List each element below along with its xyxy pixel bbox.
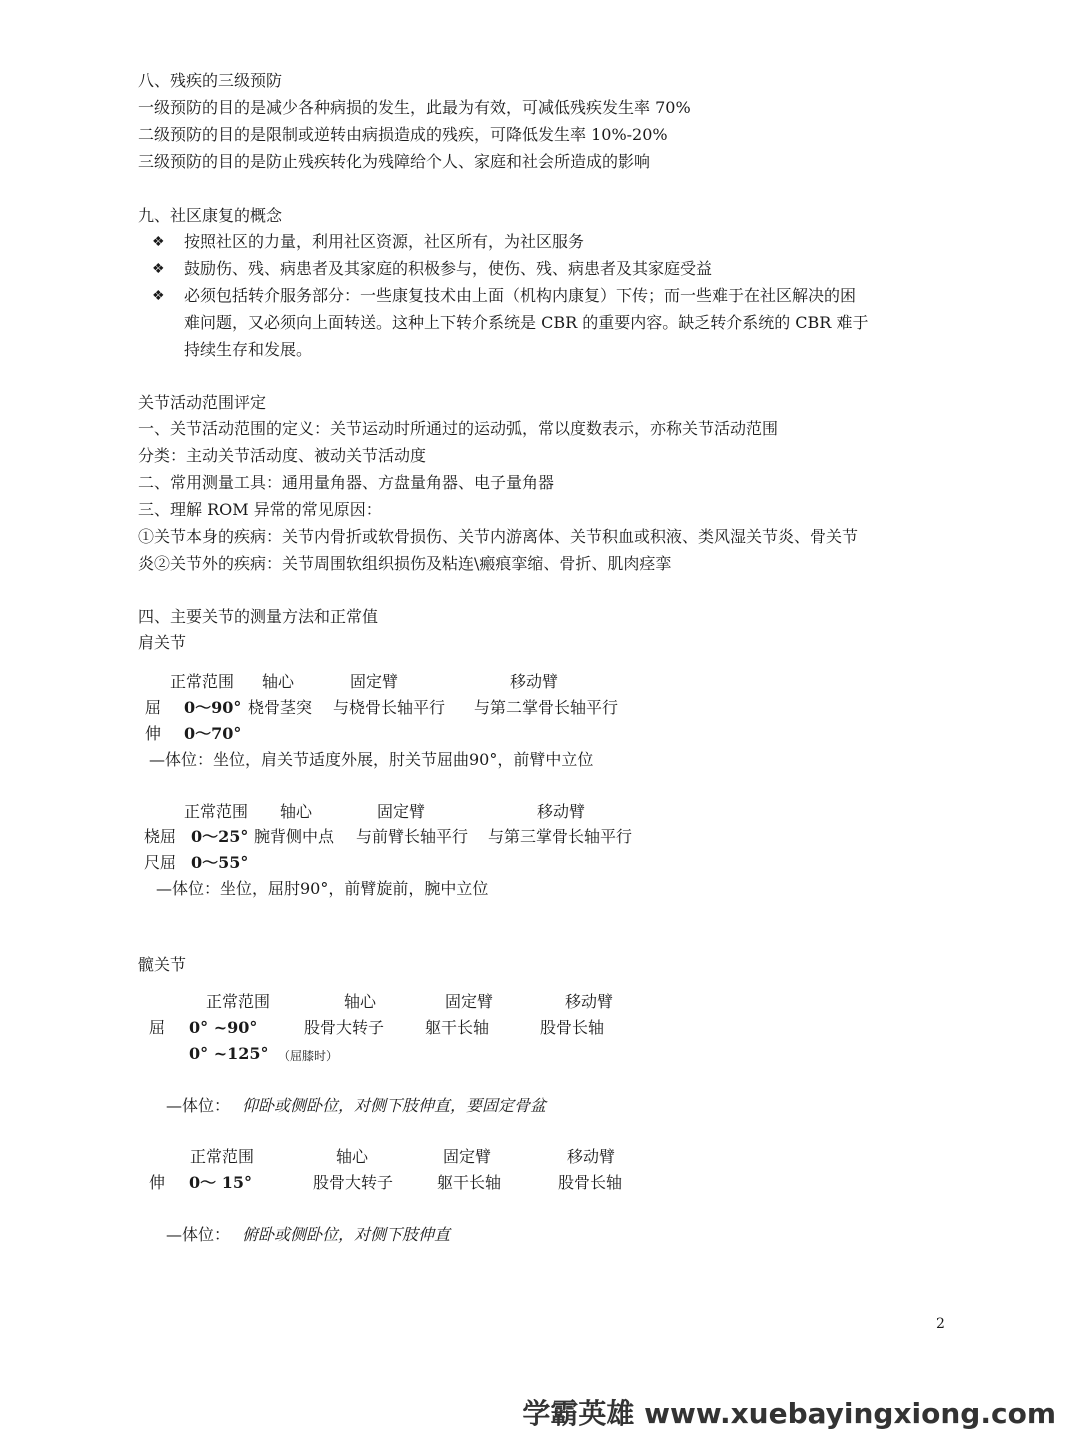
t3-r2-range: 0° ~125° [189, 1044, 269, 1063]
section-8-line-1: 一级预防的目的是减少各种病损的发生，此最为有效，可减低残疾发生率 70% [138, 98, 691, 117]
section-4-title: 四、主要关节的测量方法和正常值 [138, 607, 379, 626]
t3-header-axis: 轴心 [344, 992, 377, 1011]
site-watermark: 学霸英雄 www.xuebayingxiong.com [522, 1397, 1056, 1430]
t2-r1-range: 0～25° [191, 827, 249, 846]
t4-r1-axis: 股骨大转子 [313, 1173, 394, 1192]
section-8-title: 八、残疾的三级预防 [138, 71, 283, 90]
t4-header-fixed: 固定臂 [443, 1147, 492, 1166]
t2-header-range: 正常范围 [184, 802, 249, 821]
t1-note: —体位：坐位，肩关节适度外展，肘关节屈曲90°，前臂中立位 [149, 750, 594, 769]
t2-r2-motion: 尺屈 [144, 853, 177, 872]
rom-title: 关节活动范围评定 [138, 393, 267, 412]
rom-definition: 一、关节活动范围的定义：关节运动时所通过的运动弧，常以度数表示，亦称关节活动范围 [138, 419, 779, 438]
t1-header-fixed: 固定臂 [350, 672, 399, 691]
t3-header-range: 正常范围 [206, 992, 271, 1011]
t1-r1-moving: 与第二掌骨长轴平行 [474, 698, 619, 717]
section-9-bullet-3-line-1: 必须包括转介服务部分：一些康复技术由上面（机构内康复）下传；而一些难于在社区解决的困 [184, 286, 857, 305]
t1-header-axis: 轴心 [262, 672, 295, 691]
t4-header-axis: 轴心 [336, 1147, 369, 1166]
t1-header-range: 正常范围 [170, 672, 235, 691]
t4-r1-moving: 股骨长轴 [558, 1173, 623, 1192]
t3-note-label: —体位： [166, 1096, 231, 1115]
t3-note: 仰卧或侧卧位，对侧下肢伸直，要固定骨盆 [242, 1096, 547, 1115]
t1-header-moving: 移动臂 [510, 672, 559, 691]
t2-r1-fixed: 与前臂长轴平行 [356, 827, 469, 846]
rom-tools: 二、常用测量工具：通用量角器、方盘量角器、电子量角器 [138, 473, 555, 492]
rom-causes-title: 三、理解 ROM 异常的常见原因： [138, 500, 382, 519]
t1-r2-motion: 伸 [145, 724, 162, 743]
t2-header-axis: 轴心 [280, 802, 313, 821]
section-8-line-3: 三级预防的目的是防止残疾转化为残障给个人、家庭和社会所造成的影响 [138, 152, 651, 171]
t1-r2-range: 0～70° [184, 724, 242, 743]
t4-r1-motion: 伸 [149, 1173, 166, 1192]
t3-header-moving: 移动臂 [565, 992, 614, 1011]
shoulder-heading: 肩关节 [138, 633, 187, 652]
t3-r1-moving: 股骨长轴 [540, 1018, 605, 1037]
t3-header-fixed: 固定臂 [445, 992, 494, 1011]
t4-header-moving: 移动臂 [567, 1147, 616, 1166]
t3-r1-fixed: 躯干长轴 [425, 1018, 490, 1037]
t4-note-label: —体位： [166, 1225, 231, 1244]
rom-cause-line-2: 炎②关节外的疾病：关节周围软组织损伤及粘连\瘢痕挛缩、骨折、肌肉痉挛 [138, 554, 672, 573]
hip-heading: 髋关节 [138, 955, 187, 974]
t2-r1-moving: 与第三掌骨长轴平行 [488, 827, 633, 846]
t2-r1-axis: 腕背侧中点 [254, 827, 335, 846]
t2-r1-motion: 桡屈 [144, 827, 177, 846]
t4-r1-range: 0～ 15° [189, 1173, 252, 1192]
bullet-icon: ❖ [152, 288, 165, 304]
t1-r1-motion: 屈 [145, 698, 162, 717]
rom-classification: 分类：主动关节活动度、被动关节活动度 [138, 446, 427, 465]
t2-r2-range: 0～55° [191, 853, 249, 872]
t4-header-range: 正常范围 [190, 1147, 255, 1166]
bullet-icon: ❖ [152, 261, 165, 277]
section-9-bullet-3-line-3: 持续生存和发展。 [184, 340, 313, 359]
t2-note: —体位：坐位，屈肘90°，前臂旋前，腕中立位 [156, 879, 489, 898]
section-9-bullet-1: 按照社区的力量，利用社区资源，社区所有，为社区服务 [184, 232, 585, 251]
t2-header-fixed: 固定臂 [377, 802, 426, 821]
t3-r1-motion: 屈 [149, 1018, 166, 1037]
t3-r1-range: 0° ~90° [189, 1018, 258, 1037]
t1-r1-fixed: 与桡骨长轴平行 [333, 698, 446, 717]
t3-r1-axis: 股骨大转子 [304, 1018, 385, 1037]
t4-r1-fixed: 躯干长轴 [437, 1173, 502, 1192]
rom-cause-line-1: ①关节本身的疾病：关节内骨折或软骨损伤、关节内游离体、关节积血或积液、类风湿关节炎、骨关节 [138, 527, 859, 546]
t1-r1-range: 0～90° [184, 698, 242, 717]
bullet-icon: ❖ [152, 234, 165, 250]
section-9-title: 九、社区康复的概念 [138, 206, 283, 225]
page-number: 2 [936, 1316, 945, 1332]
t2-header-moving: 移动臂 [537, 802, 586, 821]
section-8-line-2: 二级预防的目的是限制或逆转由病损造成的残疾，可降低发生率 10%-20% [138, 125, 668, 144]
t3-r2-remark: （屈膝时） [278, 1049, 339, 1063]
t1-r1-axis: 桡骨茎突 [248, 698, 313, 717]
t4-note: 俯卧或侧卧位，对侧下肢伸直 [242, 1225, 451, 1244]
section-9-bullet-2: 鼓励伤、残、病患者及其家庭的积极参与，使伤、残、病患者及其家庭受益 [184, 259, 713, 278]
section-9-bullet-3-line-2: 难问题，又必须向上面转送。这种上下转介系统是 CBR 的重要内容。缺乏转介系统的 CBR 难于 [184, 313, 869, 332]
